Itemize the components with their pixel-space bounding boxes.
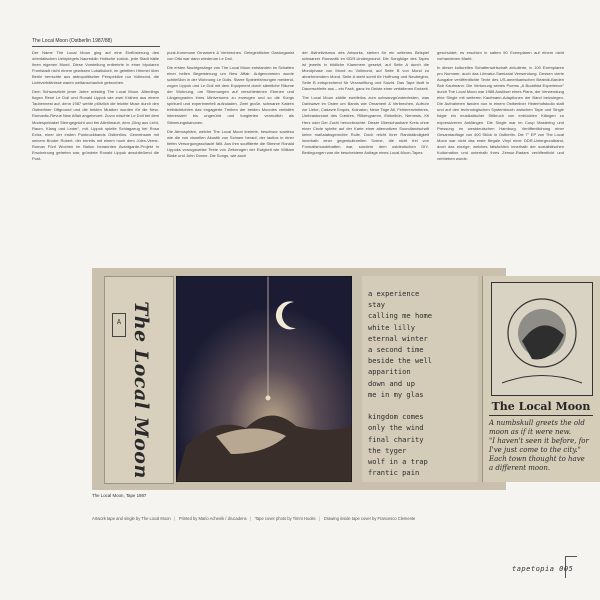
cover-photo bbox=[176, 276, 352, 482]
poem-line: A numbskull greets the old bbox=[489, 419, 585, 427]
back-title: The Local Moon bbox=[489, 400, 593, 416]
track-title: a experience bbox=[368, 289, 420, 298]
paragraph: Dem Schwarzlicht jener Jahre entstieg The Local Moon. Allerdings flogen René Le Doil und Ronald Lippok wie zwei Krähen aus einem Taubennest auf, denn 1987 wehte plötzlich die leichte Muse durch den Ostberliner Offground und die beiden Musiker wurden für die New-Romantic-Revue New Affair angeheuert. Zuvor mischte Le Doil bei dem Modespektakel Sterngegnicht und bei Allerlimaub, dem „Ding aus Licht, Raum, Klang und Leder", mit. Lippok spielte Schlagzeug bei Rosa Extra, einer der ersten Punkrockbands Ostberlins. Gemeinsam mit seinem Bruder Robert, der bereits mit einem noch dem Jules-Verne-Roman Fünf Wochen im Ballon benannten Avantgarde-Projekt in Erscheinung getreten war, gründete Ronald Lippok anschließend die Post- bbox=[32, 89, 159, 161]
tape-back-panel bbox=[482, 276, 600, 482]
text-column-2 bbox=[167, 50, 294, 162]
side-label: A bbox=[116, 318, 122, 326]
track-title: me in my glas bbox=[368, 389, 424, 399]
paragraph: Die Atmosphäre, welche The Local Moon kreierte, beschwor sowieso wie die von visuellen Akustik von Schnee herauf, der lautlos in einer tiefen Versorgungsschacht fällt. Aus ihm souffliierte die Stimme Ronald Lippoks vorzugsweise Texte von Zeitzeugen der Ewigkeit wie William Blake und John Donne. Die Songs, wie auch bbox=[167, 128, 294, 158]
text-column-1 bbox=[32, 50, 159, 165]
poem-line: Each town thought to have bbox=[489, 455, 585, 464]
track-title: a second time bbox=[368, 345, 424, 355]
track-title: apparition bbox=[368, 367, 411, 377]
paragraph: Der Name The Local Moon ging auf eine Einflüsterung des orientalischen Ueinpiegels Naureddin Hotische zurück, jede Stadt hätte ihren eigenen Mond. Diese Vorstellung entbehrte in einer bipolaren Frontstadt nicht einem gewissen Lokalkolorit, im geteilten Himmel über Berlin herrschte aus astropolitischer Perspektive nur Vollmond, die Lichtverhältnisse waren weltanschaulich gebrochen. bbox=[32, 50, 159, 86]
credit-item: Printed by Mario Achenik / drucadens bbox=[178, 516, 247, 521]
track-title: kingdom comes bbox=[368, 412, 424, 422]
paragraph: In dieser kulturellen Schattenwirtschaft zirkulierte, in 100 Exemplaren pro Nummer, auch das Literatur-Samizdat Verwendung. Dessen vierte Ausgabe veröffentlichte Texte des US-amerikanischen Beatnik-Barden Bob Kaufmann. Die Vertonung seines Poems „A Buddhist Experience" durch The Local Moon war 1988 Auslöser eines Plans, der Verwendung eine Single mit weiteren Kaufmann-Adaptionen der Band beizulegen. Die Aufnahmen fanden nun in einem Ostberliner Hinterhofstudio statt und auf den technologischen Systembruch zwischen Tape und Single folgte ein musikalischer Stilbruch von entrückten Klängen zu expressiveren Anklängen. Die Single war im Coup Mastering und Pressung im westdeutschen Hamburg. Veröffentlichung einer Gesamtauflage von 400 Stück in Ostberlin. Die 7" EP von The Local Moon war nicht das erste illegale Vinyl einer DDR-Untergrundband, doch das einzige, welches tatsächlich innerhalb der sozialistischen Kulturnation und unterhalb ihres Zensur-Radars veröffentlicht und vertrieben wurde. bbox=[437, 65, 564, 161]
paragraph: der Ästhetizismus des Artworks, stehen für ein seltenes Beispiel schwarzer Romantik im DDR-Underground. Die Songfolge des Tapes ist jeweils in bildliche Klammern gesetzt, auf Seite A durch die Mondphase von Mond zu Vollmond, auf Seite B von Mond zu abnehmendem Mond. Seite A steht somit für Hoffnung und Neubeginn, Seite B entsprechend für Verzweiflung und Suizid. Das Tape läuft in Dauerschleife aus – ein Fazit, ganz im Geiste einer verfallenen Endzeit. bbox=[302, 50, 429, 92]
track-list-panel bbox=[362, 276, 478, 482]
paragraph: The Local Moon zählte zweifellos zum schwarzgründenfesten, was Darkwave im Osten um Bands wie Ornament & Verbrechen, Aufruhr zur Liebe, Cadavre Exquis, Koinaton, Neue Tage Ati, Fehlerenzintieres, Umbrasturcant des Cœdres, Rilkengramm, Einkelkön, Nemesis, Kti Herz oder Der Zuchi hervorbrachte. Dieser Überschaubare Kreis ohne einer Circle spielte auf der Karte einer alternativen Soundlandschaft keine maßstabsgerechte Rolle. Doch reicht ihrer Randständigkeit innerhalb einer gegenkulturellen Szene, die nicht frei von Formalismusdebatten war, sondern dem ostdeutschen DIY-Bedingungen war die bescheidene Auflage eines Local-Moon-Tapes bbox=[302, 95, 429, 155]
moon-drawing-icon bbox=[492, 283, 592, 395]
moon-photo-icon bbox=[176, 276, 352, 482]
track-title bbox=[368, 400, 476, 411]
poem-line: a different moon. bbox=[489, 464, 551, 473]
tape-cover-image bbox=[92, 268, 591, 490]
track-title: white lilly bbox=[368, 322, 415, 332]
track-title: frantic pain bbox=[368, 468, 420, 478]
side-label-box bbox=[112, 313, 126, 337]
text-column-3 bbox=[302, 50, 429, 159]
paragraph: Die ersten Nachtgesänge von The Local Moon entstanden im Schatten einer hellen Begeisterung um New Affair. Aufgenommen wurde schließlich in der Wohnung Le Doils. Starre Spielerfahrungen meidend, zogen Lippok und Le Doil mit dem Equipment durch sämtliche Räume der Wohnung, um Stimmungen auf verschiedenen Ebenen und Längengraden ihres Minivenums zu erzeugen und so die Songs spirituell und experimentell aufzuladen. Zwei große, schwarze Katzen treibächtichten das engagierte Treiben der beiden Moonies verfallen interessiert bis ungerührt und fungierten vermutlich als Stimmungskanonen. bbox=[167, 65, 294, 125]
spine-title-wrap bbox=[130, 300, 152, 479]
track-list bbox=[368, 288, 476, 478]
text-column-4 bbox=[437, 50, 564, 165]
tape-spine bbox=[104, 276, 174, 484]
spine-title: The Local Moon bbox=[130, 300, 152, 479]
credits-line: Artwork tape and single by The Local Moon | Printed by Mario Achenik / drucadens | Tape cover photo by Timm Hooks | Drawing inside tape cover by Francesco Clemente bbox=[92, 516, 416, 521]
track-title: beside the well bbox=[368, 356, 433, 366]
track-title: calling me home bbox=[368, 311, 433, 321]
track-title: stay bbox=[368, 300, 386, 310]
footer-label: tapetopia 005 bbox=[512, 565, 574, 573]
track-title: eternal winter bbox=[368, 333, 428, 343]
page-header: The Local Moon (Ostberlin 1987/88) bbox=[32, 38, 160, 47]
drawing-frame bbox=[491, 282, 593, 396]
paragraph: geschuldet; es erschien in satten 50 Exemplaren auf einem nicht vorhandenen Markt. bbox=[437, 50, 564, 62]
poem-line: "I haven't seen it before, for bbox=[489, 437, 589, 446]
image-caption: The Local Moon, Tape 1987 bbox=[92, 493, 147, 498]
footer-hook bbox=[565, 556, 577, 557]
poem-line: I've just come to the city." bbox=[489, 446, 581, 455]
credit-item: Artwork tape and single by The Local Moon bbox=[92, 516, 171, 521]
track-title: only the wind bbox=[368, 423, 424, 433]
track-title: the tyger bbox=[368, 445, 407, 455]
back-poem bbox=[489, 419, 597, 474]
poem-line: moon as if it were new. bbox=[489, 428, 572, 437]
track-title: down and up bbox=[368, 378, 415, 388]
paragraph: punk-Kommune Ornament & Verbrechen. Gelegentlicher Gastorganist von Otto war dann wiederum Le Doil. bbox=[167, 50, 294, 62]
track-title: wolf in a trap bbox=[368, 457, 428, 467]
credit-item: Drawing inside tape cover by Francesco Clemente bbox=[323, 516, 416, 521]
credit-item: Tape cover photo by Timm Hooks bbox=[254, 516, 316, 521]
track-title: final charity bbox=[368, 434, 424, 444]
